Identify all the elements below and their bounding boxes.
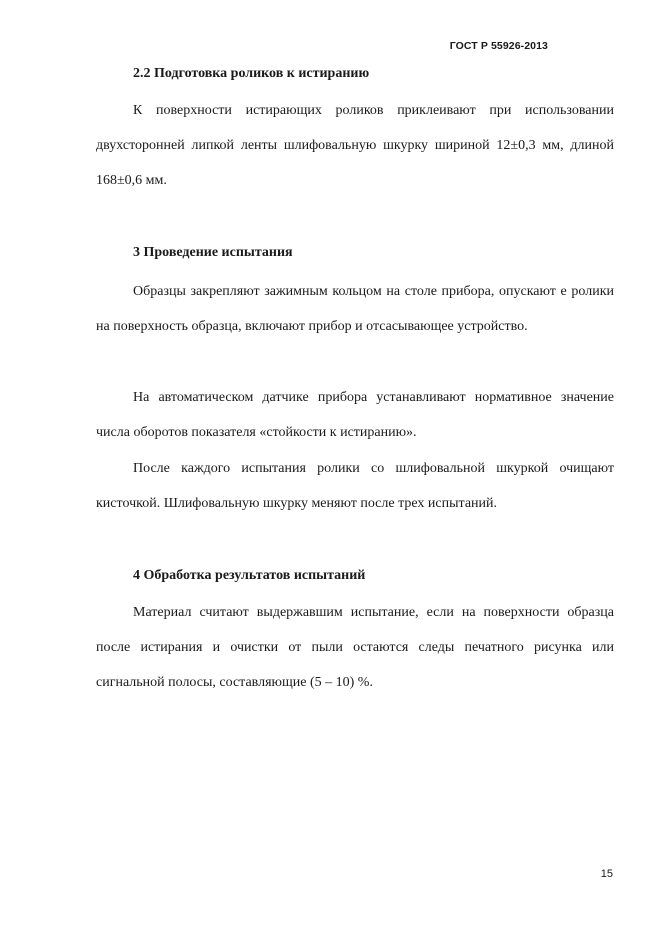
section-3-heading: 3 Проведение испытания [133, 245, 293, 260]
section-4-heading: 4 Обработка результатов испытаний [133, 568, 366, 583]
section-3-paragraph-2: На автоматическом датчике прибора устанавливают нормативное значение числа оборотов показателя «стойкости к истиранию». [96, 390, 614, 440]
section-2-2-heading: 2.2 Подготовка роликов к истиранию [133, 66, 370, 81]
document-code: ГОСТ Р 55926-2013 [449, 40, 548, 52]
section-3-paragraph-3: После каждого испытания ролики со шлифовальной шкуркой очищают кисточкой. Шлифовальную шкурку меняют после трех испытаний. [96, 461, 614, 511]
section-3-paragraph-1: Образцы закрепляют зажимным кольцом на столе прибора, опускают е ролики на поверхность образца, включают прибор и отсасывающее устройство. [96, 284, 614, 334]
section-2-2-paragraph-1: К поверхности истирающих роликов приклеивают при использовании двухсторонней липкой ленты шлифовальную шкурку шириной 12±0,3 мм, длиной 168±0,6 мм. [96, 103, 614, 188]
section-4-paragraph-1: Материал считают выдержавшим испытание, если на поверхности образца после истирания и очистки от пыли остаются следы печатного рисунка или сигнальной полосы, составляющие (5 – 10) %. [96, 605, 614, 690]
page-number: 15 [600, 868, 613, 880]
